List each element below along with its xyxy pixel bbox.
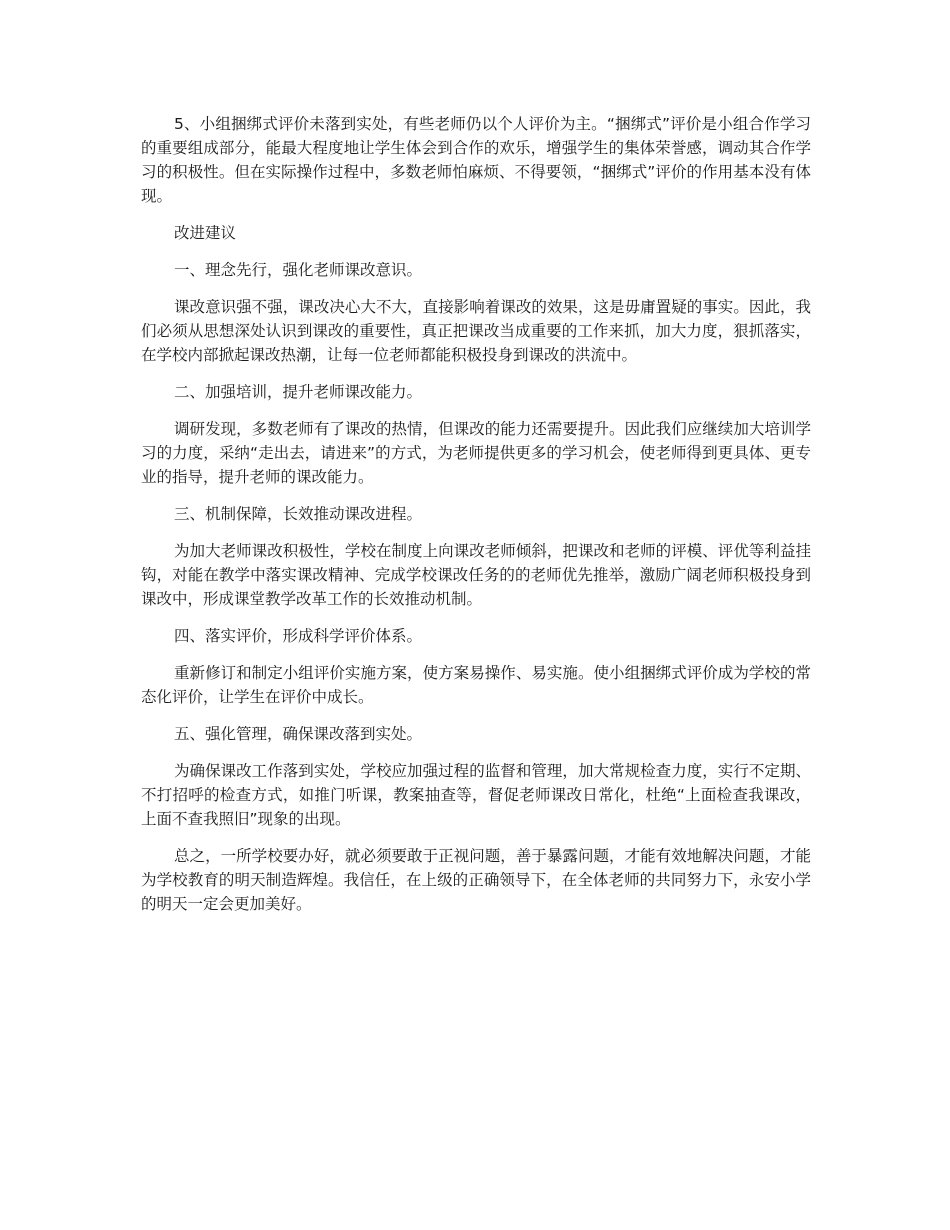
document-body	[141, 112, 811, 916]
conclusion-paragraph: 总之，一所学校要办好，就必须要敢于正视问题，善于暴露问题，才能有效地解决问题，才能为学校教育的明天制造辉煌。我信任，在上级的正确领导下，在全体老师的共同努力下，永安小学的明天一定会更加美好。	[141, 847, 811, 913]
suggestion-paragraph-1: 课改意识强不强，课改决心大不大，直接影响着课改的效果，这是毋庸置疑的事实。因此，我们必须从思想深处认识到课改的重要性，真正把课改当成重要的工作来抓，加大力度，狠抓落实，在学校内部掀起课改热潮，让每一位老师都能积极投身到课改的洪流中。	[141, 298, 811, 364]
suggestion-paragraph-5: 为确保课改工作落到实处，学校应加强过程的监督和管理，加大常规检查力度，实行不定期、不打招呼的检查方式，如推门听课，教案抽查等，督促老师课改日常化，杜绝“上面检查我课改，上面不查我照旧”现象的出现。	[141, 762, 811, 828]
suggestion-heading-3: 三、机制保障，长效推动课改进程。	[174, 505, 423, 523]
suggestion-paragraph-3: 为加大老师课改积极性，学校在制度上向课改老师倾斜，把课改和老师的评模、评优等利益挂钩，对能在教学中落实课改精神、完成学校课改任务的的老师优先推举，激励广阔老师积极投身到课改中，形成课堂教学改革工作的长效推动机制。	[141, 542, 811, 608]
suggestion-heading-1: 一、理念先行，强化老师课改意识。	[174, 261, 423, 279]
suggestion-heading-2: 二、加强培训，提升老师课改能力。	[174, 383, 423, 401]
suggestion-heading-5: 五、强化管理，确保课改落到实处。	[174, 725, 423, 743]
suggestion-heading-4: 四、落实评价，形成科学评价体系。	[174, 627, 423, 645]
section-heading-improvement-suggestions: 改进建议	[174, 224, 237, 242]
suggestion-paragraph-4: 重新修订和制定小组评价实施方案，使方案易操作、易实施。使小组捆绑式评价成为学校的常态化评价，让学生在评价中成长。	[141, 664, 811, 706]
paragraph-item-5-binding-evaluation: 5、小组捆绑式评价未落到实处，有些老师仍以个人评价为主。“捆绑式”评价是小组合作学习的重要组成部分，能最大程度地让学生体会到合作的欢乐，增强学生的集体荣誉感，调动其合作学习的积极性。但在实际操作过程中，多数老师怕麻烦、不得要领，“捆绑式”评价的作用基本没有体现。	[141, 115, 811, 205]
suggestion-paragraph-2: 调研发现，多数老师有了课改的热情，但课改的能力还需要提升。因此我们应继续加大培训学习的力度，采纳“走出去，请进来”的方式，为老师提供更多的学习机会，使老师得到更具体、更专业的指导，提升老师的课改能力。	[141, 420, 811, 486]
